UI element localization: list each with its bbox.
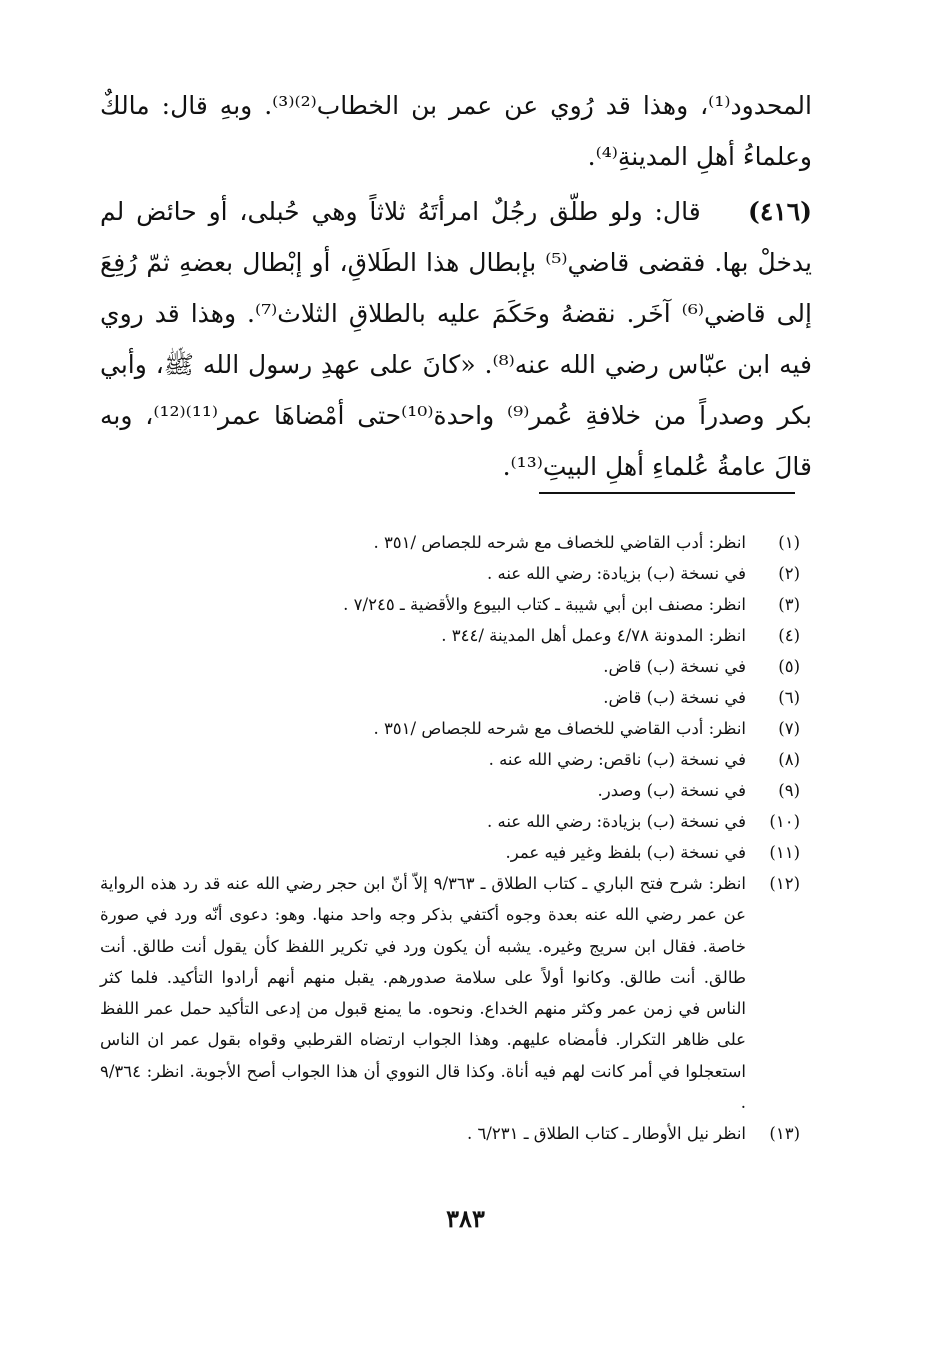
footnote-item: [100, 589, 800, 620]
footnote-marker: (٨): [778, 750, 800, 769]
footnote-text: في نسخة (ب) بلفظ وغير فيه عمر.: [505, 843, 746, 862]
footnote-text: في نسخة (ب) قاض.: [603, 657, 746, 676]
footnote-text: انظر: أدب القاضي للخصاف مع شرحه للجصاص /٣٥١ .: [373, 533, 746, 552]
footnote-item: [100, 775, 800, 806]
footnote-marker: (٥): [778, 657, 800, 676]
footnote-separator: [539, 492, 795, 494]
paragraph-416: [100, 186, 812, 492]
footnote-marker: (٩): [778, 781, 800, 800]
footnote-text: في نسخة (ب) بزيادة: رضي الله عنه .: [486, 812, 746, 831]
footnote-item: [100, 558, 800, 589]
paragraph-number: (٤١٦): [748, 197, 812, 226]
footnotes: [100, 527, 800, 1149]
footnote-marker: (١١): [769, 843, 800, 862]
footnote-item: [100, 868, 800, 1118]
footnote-marker: (١٢): [769, 874, 800, 893]
footnote-text: انظر: مصنف ابن أبي شيبة ـ كتاب البيوع والأقضية ـ ٧/٢٤٥ .: [343, 595, 746, 614]
footnote-text: في نسخة (ب) وصدر.: [597, 781, 746, 800]
footnote-item: [100, 837, 800, 868]
footnote-marker: (١٣): [769, 1124, 800, 1144]
footnote-marker: (١): [778, 533, 800, 552]
page-number: ٣٨٣: [446, 1204, 485, 1233]
footnote-text: انظر: أدب القاضي للخصاف مع شرحه للجصاص /٣٥١ .: [373, 719, 746, 738]
footnote-item: [100, 682, 800, 713]
footnote-marker: (٧): [778, 719, 800, 738]
footnote-marker: (٣): [778, 595, 800, 614]
footnote-marker: (٢): [778, 564, 800, 583]
footnote-text: في نسخة (ب) ناقص: رضي الله عنه .: [488, 750, 746, 769]
paragraph-416-text: قال: ولو طلّق رجُلٌ امرأتَهُ ثلاثاً وهي حُبلى، أو حائض لم يدخلْ بها. فقضى قاضي⁽⁵⁾ بإبطال هذا الطَلاقِ، أو إبْطال بعضهِ ثمّ رُفِعَ إلى قاضي⁽⁶⁾ آخَر. نقضهُ وحَكَمَ عليه بالطلاقِ الثلاث⁽⁷⁾. وهذا قد روي فيه ابن عبّاس رضي الله عنه⁽⁸⁾. «كانَ على عهدِ رسول الله ﷺ، وأبي بكر وصدراً من خلافةِ عُمر⁽⁹⁾ واحدة⁽¹⁰⁾حتى أمْضاهَا عمر⁽¹¹⁾⁽¹²⁾، وبه قالَ عامةُ عُلماءِ أهلِ البيتِ⁽¹³⁾.: [100, 197, 813, 481]
footnote-text: انظر نيل الأوطار ـ كتاب الطلاق ـ ٦/٢٣١ .: [466, 1124, 746, 1144]
paragraph-1: المحدود⁽¹⁾، وهذا قد رُوي عن عمر بن الخطاب⁽²⁾⁽³⁾. وبهِ قال: مالكٌ وعلماءُ أهلِ المدينةِ⁽⁴⁾.: [100, 91, 812, 171]
footnote-item: [100, 1118, 800, 1149]
footnote-marker: (٦): [778, 688, 800, 707]
footnote-item: [100, 620, 800, 651]
footnote-text: في نسخة (ب) بزيادة: رضي الله عنه .: [486, 564, 746, 583]
footnote-item: [100, 651, 800, 682]
footnote-text: انظر: المدونة ٤/٧٨ وعمل أهل المدينة /٣٤٤ .: [441, 626, 746, 645]
footnote-marker: (٤): [778, 626, 800, 645]
main-text: [100, 80, 812, 492]
footnote-item: [100, 713, 800, 744]
footnote-text: انظر: شرح فتح الباري ـ كتاب الطلاق ـ ٩/٣٦٣ إلاّ أنّ ابن حجر رضي الله عنه قد رد هذه الرواية عن عمر رضي الله عنه بعدة وجوه أكتفي بذكر وجه واحد منها. وهو: دعوى أنّه ورد في صورة خاصة. فقال ابن سريج وغيره. يشبه أن يكون ورد في تكرير اللفظ كأن يقول أنت طالق. أنت طالق. أنت طالق. وكانوا أولاً على سلامة صدورهم. يقبل منهم أنهم أرادوا التأكيد. فلما كثر الناس في زمن عمر وكثر منهم الخداع. ونحوه. ما يمنع قبول من إدعى التأكيد حمل عمر اللفظ على ظاهر التكرار. فأمضاه عليهم. وهذا الجواب ارتضاه القرطبي وقواه بقول عمر ان الناس استعجلوا في أمر كانت لهم فيه أناة. وكذا قال النووي أن هذا الجواب أصح الأجوبة. انظر: ٩/٣٦٤ .: [100, 874, 746, 1113]
footnote-marker: (١٠): [769, 812, 800, 831]
footnote-item: [100, 806, 800, 837]
footnote-text: في نسخة (ب) قاض.: [603, 688, 746, 707]
footnote-item: [100, 744, 800, 775]
footnote-item: [100, 527, 800, 558]
